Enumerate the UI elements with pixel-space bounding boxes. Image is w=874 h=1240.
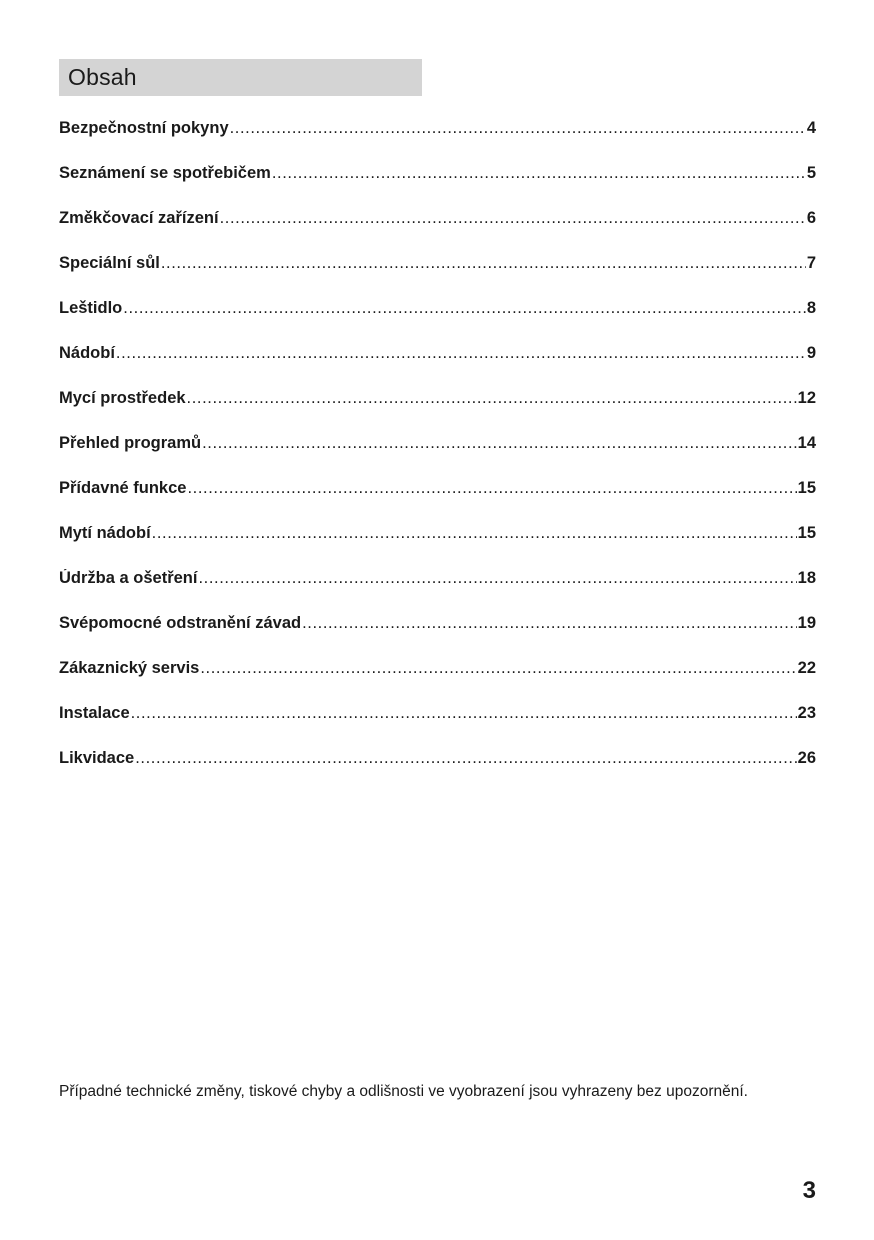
toc-entry-title: Zákaznický servis — [59, 659, 200, 677]
toc-entry[interactable] — [59, 389, 816, 434]
toc-entry-title: Leštidlo — [59, 299, 123, 317]
toc-entry[interactable] — [59, 614, 816, 659]
toc-entry-page: 19 — [797, 614, 816, 632]
toc-entry[interactable] — [59, 704, 816, 749]
toc-entry[interactable] — [59, 164, 816, 209]
toc-entry-page: 6 — [806, 209, 816, 227]
toc-dot-leader — [187, 479, 796, 498]
toc-entry-title: Seznámení se spotřebičem — [59, 164, 271, 182]
disclaimer-footnote: Případné technické změny, tiskové chyby a odlišnosti ve vyobrazení jsou vyhrazeny bez upozornění. — [59, 1083, 748, 1100]
toc-entry-title: Přehled programů — [59, 434, 202, 452]
toc-entry[interactable] — [59, 749, 816, 794]
toc-entry-page: 12 — [797, 389, 816, 407]
toc-entry[interactable] — [59, 479, 816, 524]
toc-dot-leader — [152, 524, 797, 543]
toc-entry-page: 4 — [806, 119, 816, 137]
section-heading-bar — [59, 59, 422, 96]
toc-entry-page: 8 — [806, 299, 816, 317]
toc-entry-page: 5 — [806, 164, 816, 182]
toc-dot-leader — [272, 164, 806, 183]
section-heading: Obsah — [68, 64, 137, 90]
toc-entry-title: Mycí prostředek — [59, 389, 186, 407]
toc-entry-title: Svépomocné odstranění závad — [59, 614, 302, 632]
toc-entry[interactable] — [59, 119, 816, 164]
table-of-contents — [59, 119, 816, 794]
toc-entry-title: Přídavné funkce — [59, 479, 187, 497]
toc-dot-leader — [202, 434, 797, 453]
toc-dot-leader — [302, 614, 797, 633]
toc-entry-title: Speciální sůl — [59, 254, 160, 272]
toc-entry[interactable] — [59, 344, 816, 389]
toc-entry-title: Bezpečnostní pokyny — [59, 119, 229, 137]
toc-dot-leader — [200, 659, 796, 678]
toc-entry-title: Likvidace — [59, 749, 135, 767]
toc-entry-title: Nádobí — [59, 344, 115, 362]
toc-entry-page: 26 — [797, 749, 816, 767]
toc-entry-title: Mytí nádobí — [59, 524, 151, 542]
toc-entry[interactable] — [59, 524, 816, 569]
toc-dot-leader — [135, 749, 796, 768]
toc-dot-leader — [161, 254, 806, 273]
toc-entry-page: 15 — [797, 524, 816, 542]
toc-entry[interactable] — [59, 209, 816, 254]
toc-entry-page: 22 — [797, 659, 816, 677]
toc-dot-leader — [230, 119, 806, 138]
toc-entry[interactable] — [59, 659, 816, 704]
toc-entry-title: Změkčovací zařízení — [59, 209, 219, 227]
toc-dot-leader — [123, 299, 806, 318]
toc-entry-page: 9 — [806, 344, 816, 362]
toc-entry[interactable] — [59, 254, 816, 299]
toc-entry-page: 15 — [797, 479, 816, 497]
toc-dot-leader — [131, 704, 797, 723]
toc-dot-leader — [198, 569, 796, 588]
toc-entry-page: 14 — [797, 434, 816, 452]
toc-entry[interactable] — [59, 299, 816, 344]
toc-entry-page: 23 — [797, 704, 816, 722]
toc-entry-page: 7 — [806, 254, 816, 272]
toc-entry[interactable] — [59, 569, 816, 614]
toc-dot-leader — [187, 389, 797, 408]
toc-entry[interactable] — [59, 434, 816, 479]
toc-entry-page: 18 — [797, 569, 816, 587]
toc-entry-title: Údržba a ošetření — [59, 569, 198, 587]
page-number: 3 — [802, 1177, 816, 1204]
toc-dot-leader — [220, 209, 806, 228]
toc-entry-title: Instalace — [59, 704, 130, 722]
toc-dot-leader — [116, 344, 806, 363]
